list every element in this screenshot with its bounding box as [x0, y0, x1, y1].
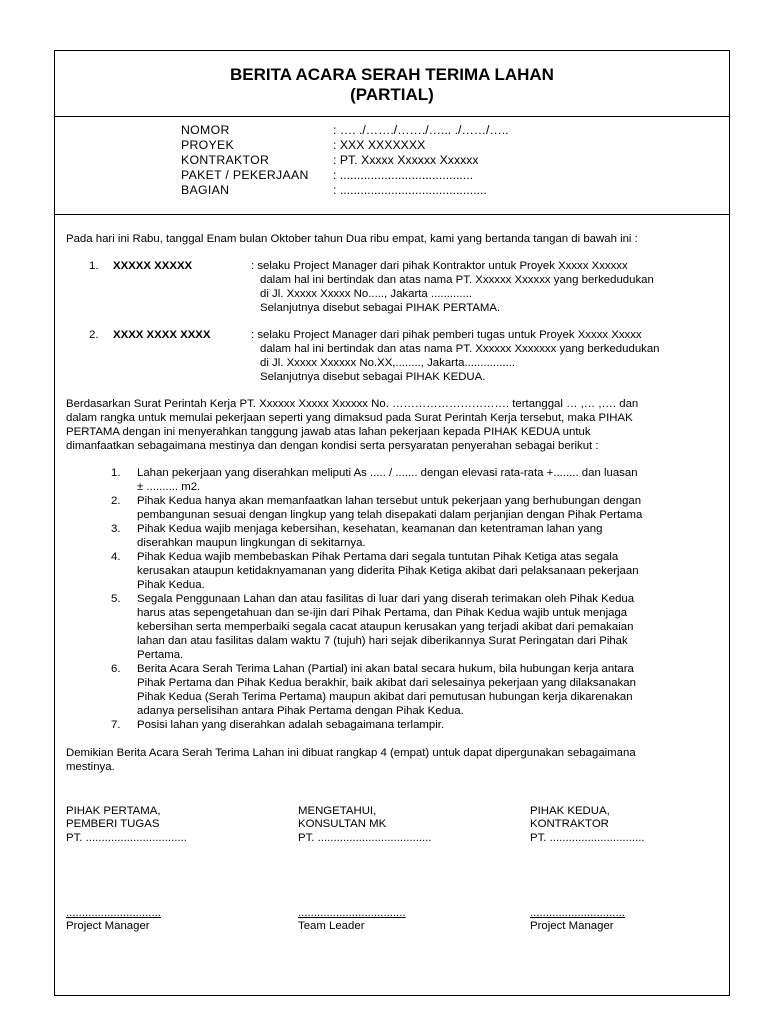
signature-heading: PIHAK KEDUA, [530, 805, 610, 817]
basis-line: Berdasarkan Surat Perintah Kerja PT. Xxxxxx Xxxxx Xxxxxx No. …………………………. tertanggal … ,… ,…. dan [66, 398, 639, 410]
title-section [55, 51, 729, 117]
term-line: adanya perselisihan antara Pihak Pertama dengan Pihak Kedua. [137, 705, 464, 717]
term-number: 7. [111, 719, 121, 731]
signature-heading: PIHAK PERTAMA, [66, 805, 161, 817]
term-line: Posisi lahan yang diserahkan adalah sebagaimana terlampir. [137, 719, 445, 731]
closing-line: Demikian Berita Acara Serah Terima Lahan ini dibuat rangkap 4 (empat) untuk dapat dipergunakan sebagaimana [66, 747, 636, 759]
term-number: 5. [111, 593, 121, 605]
basis-line: dimanfaatkan sebagaimana mestinya dan dengan kondisi serta persyaratan penyerahan sebagai berikut : [66, 440, 599, 452]
document-subtitle: (PARTIAL) [350, 85, 434, 104]
info-value: : …. ./……./……./…... ./……/….. [333, 123, 509, 137]
info-key: NOMOR [181, 123, 230, 137]
signature-subheading: PEMBERI TUGAS [66, 818, 160, 831]
basis-line: PERTAMA dengan ini menyerahkan tanggung jawab atas lahan pekerjaan kepada PIHAK KEDUA untuk [66, 426, 591, 438]
term-line: Berita Acara Serah Terima Lahan (Partial) ini akan batal secara hukum, bila hubungan kerja antara [137, 663, 634, 675]
party-line: : selaku Project Manager dari pihak Kontraktor untuk Proyek Xxxxx Xxxxxx [251, 260, 628, 272]
party-line: : selaku Project Manager dari pihak pemberi tugas untuk Proyek Xxxxx Xxxxx [251, 329, 642, 341]
signature-role: Project Manager [530, 920, 614, 933]
party-name: XXXX XXXX XXXX [113, 329, 211, 341]
info-key: PROYEK [181, 138, 235, 152]
signature-company: PT. .............................. [530, 831, 645, 844]
signature-role: Project Manager [66, 920, 150, 933]
signature-line-second-party [530, 907, 730, 934]
party-line: di Jl. Xxxxx Xxxxxx No.XX,........, Jakarta................ [260, 357, 516, 369]
term-line: ± .......... m2. [137, 481, 201, 493]
term-number: 4. [111, 551, 121, 563]
signature-subheading: KONTRAKTOR [530, 818, 609, 831]
signature-line-first-party [66, 907, 266, 934]
party-line: dalam hal ini bertindak dan atas nama PT. Xxxxxx Xxxxxxx yang berkedudukan [260, 343, 660, 355]
term-number: 1. [111, 467, 121, 479]
party-line: Selanjutnya disebut sebagai PIHAK KEDUA. [260, 371, 486, 383]
term-line: pembangunan sesuai dengan lingkup yang telah disepakati dalam perjanjian dengan Pihak Pertama [137, 509, 643, 521]
signature-block-consultant [298, 805, 498, 845]
info-value: : ........................................... [333, 183, 487, 197]
signature-company: PT. .................................... [298, 831, 432, 844]
party-line: Selanjutnya disebut sebagai PIHAK PERTAMA. [260, 302, 501, 314]
party-name: XXXXX XXXXX [113, 260, 193, 272]
info-section [55, 117, 729, 215]
info-key: BAGIAN [181, 183, 230, 197]
term-line: diserahkan maupun lingkungan di sekitarnya. [137, 537, 366, 549]
signature-role: Team Leader [298, 920, 365, 933]
party-line: dalam hal ini bertindak dan atas nama PT. Xxxxxx Xxxxxx yang berkedudukan [260, 274, 654, 286]
closing-line: mestinya. [66, 761, 115, 773]
info-value: : ....................................... [333, 168, 474, 182]
party-number: 1. [89, 260, 99, 272]
term-line: Pihak Kedua hanya akan memanfaatkan lahan tersebut untuk pekerjaan yang berhubungan dengan [137, 495, 642, 507]
term-line: Lahan pekerjaan yang diserahkan meliputi As ..... / ....... dengan elevasi rata-rata +........ dan luasan [137, 467, 638, 479]
info-key: KONTRAKTOR [181, 153, 270, 167]
signature-dots: .............................. [530, 907, 625, 919]
party-number: 2. [89, 329, 99, 341]
term-line: lahan dan atau fasilitas dalam waktu 7 (tujuh) hari sejak diberikannya Surat Peringatan dari Pihak [137, 635, 628, 647]
intro-paragraph: Pada hari ini Rabu, tanggal Enam bulan Oktober tahun Dua ribu empat, kami yang bertanda tangan di bawah ini : [66, 233, 638, 245]
party-line: di Jl. Xxxxx Xxxxx No....., Jakarta ............. [260, 288, 473, 300]
signature-block-first-party [66, 805, 266, 845]
term-number: 6. [111, 663, 121, 675]
info-key: PAKET / PEKERJAAN [181, 168, 309, 182]
term-line: Pihak Kedua (Serah Terima Pertama) maupun akibat dari pemutusan hubungan kerja dikarenakan [137, 691, 633, 703]
signature-heading: MENGETAHUI, [298, 805, 377, 817]
signature-line-consultant [298, 907, 498, 934]
document-title: BERITA ACARA SERAH TERIMA LAHAN [230, 65, 554, 84]
term-line: Pihak Pertama dan Pihak Kedua berakhir, baik akibat dari selesainya pekerjaan yang dilaksanakan [137, 677, 636, 689]
term-line: kebersihan serta memperbaiki segala cacat ataupun kerusakan yang terjadi akibat dari pemakaian [137, 621, 634, 633]
term-line: Pertama. [137, 649, 184, 661]
basis-line: dalam rangka untuk memulai pekerjaan seperti yang dimaksud pada Surat Perintah Kerja tersebut, maka PIHAK [66, 412, 633, 424]
term-line: kerusakan ataupun ketidaknyamanan yang diderita Pihak Ketiga akibat dari pelaksanaan pekerjaan [137, 565, 639, 577]
signature-block-second-party [530, 805, 730, 845]
term-line: harus atas sepengetahuan dan se-ijin dari Pihak Pertama, dan Pihak Kedua wajib untuk menjaga [137, 607, 628, 619]
signature-dots: .............................. [66, 907, 161, 919]
term-number: 2. [111, 495, 121, 507]
info-value: : PT. Xxxxx Xxxxxx Xxxxxx [333, 153, 479, 167]
term-line: Pihak Kedua wajib membebaskan Pihak Pertama dari segala tuntutan Pihak Ketiga atas segala [137, 551, 619, 563]
term-line: Pihak Kedua. [137, 579, 205, 591]
signature-company: PT. ................................ [66, 831, 187, 844]
term-line: Pihak Kedua wajib menjaga kebersihan, kesehatan, keamanan dan ketentraman lahan yang [137, 523, 603, 535]
term-number: 3. [111, 523, 121, 535]
signature-dots: .................................. [298, 907, 406, 919]
info-value: : XXX XXXXXXX [333, 138, 426, 152]
document-frame [54, 50, 730, 996]
signature-subheading: KONSULTAN MK [298, 818, 387, 831]
term-line: Segala Penggunaan Lahan dan atau fasilitas di luar dari yang diserah terimakan oleh Pihak Kedua [137, 593, 635, 605]
